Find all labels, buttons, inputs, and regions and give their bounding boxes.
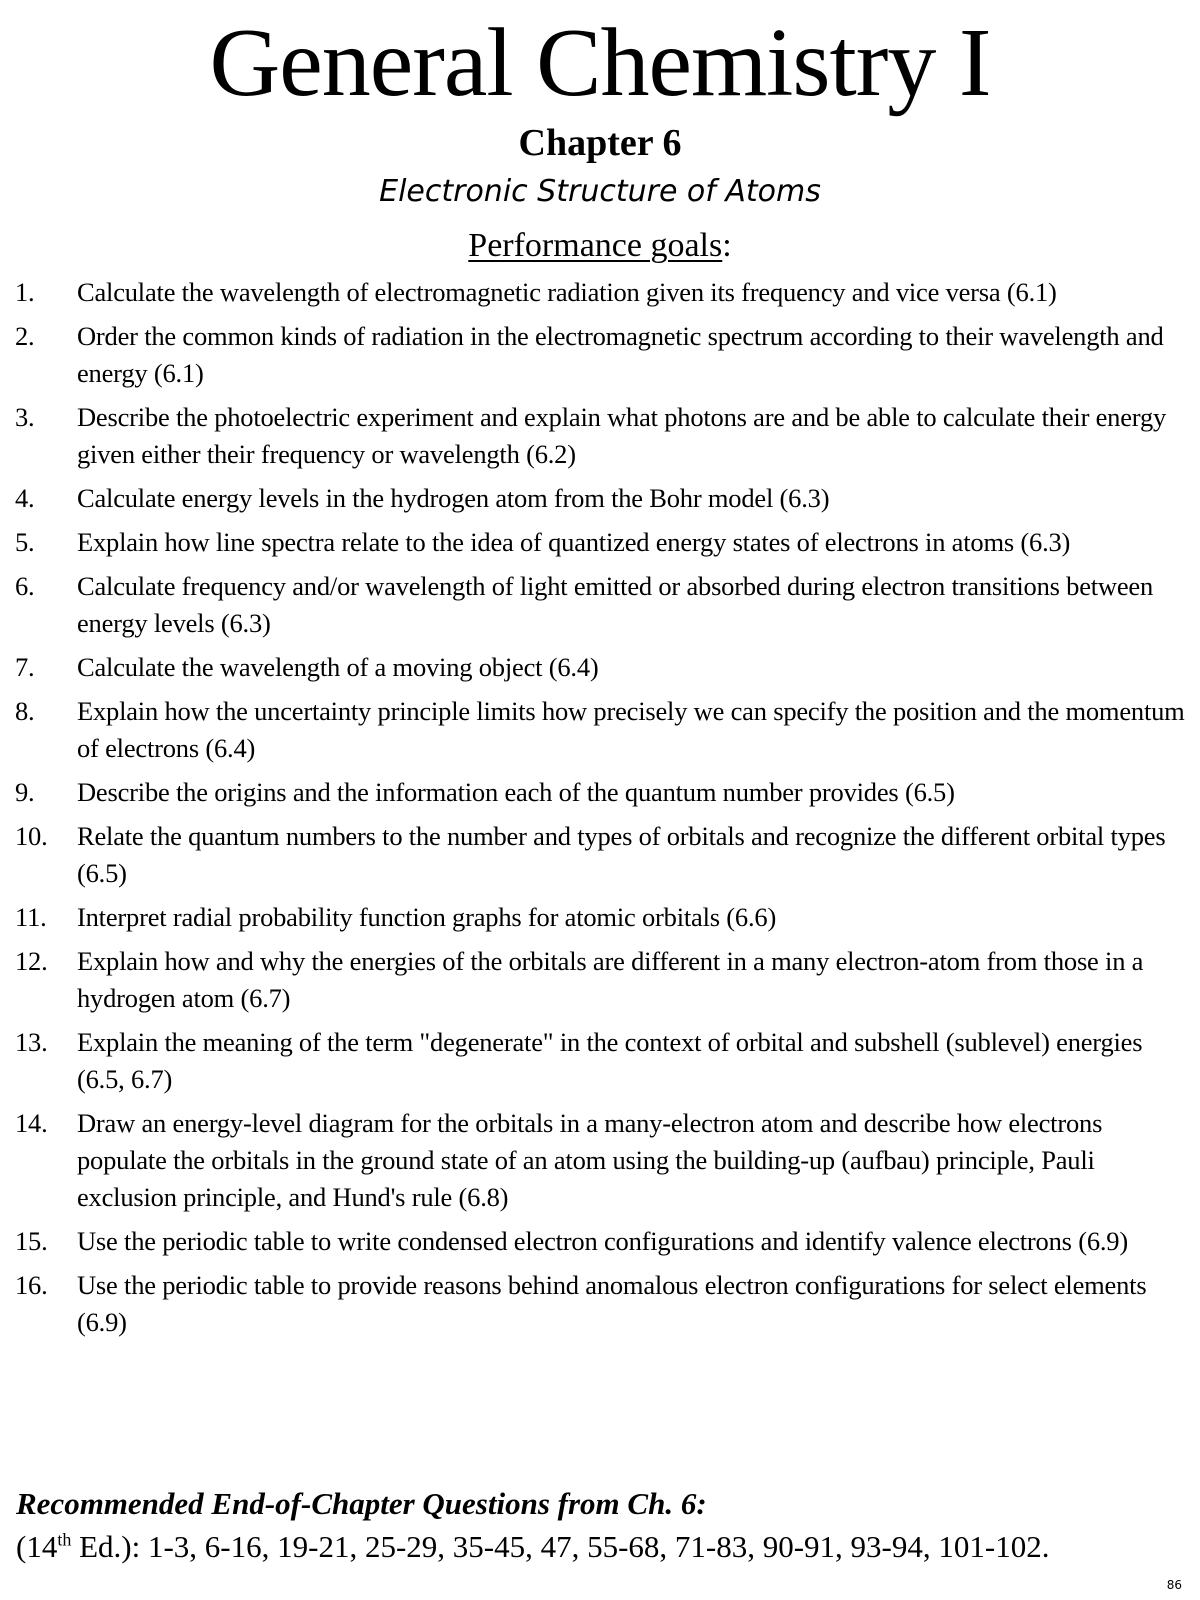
goal-number: 8.	[15, 696, 35, 726]
goal-item	[0, 318, 1195, 392]
goal-item	[0, 943, 1195, 1017]
page-number: 86	[1166, 1578, 1182, 1592]
goal-text: Explain the meaning of the term "degenerate" in the context of orbital and subshell (sublevel) energies (6.5, 6.7)	[77, 1027, 1143, 1094]
recommended-questions-text	[16, 1528, 1200, 1566]
goal-text: Relate the quantum numbers to the number and types of orbitals and recognize the different orbital types (6.5)	[77, 821, 1166, 888]
goal-text: Order the common kinds of radiation in the electromagnetic spectrum according to their wavelength and energy (6.1)	[77, 321, 1164, 388]
goal-item	[0, 1105, 1195, 1216]
goal-text: Use the periodic table to write condensed electron configurations and identify valence electrons (6.9)	[77, 1226, 1128, 1256]
chapter-subtitle: Electronic Structure of Atoms	[379, 174, 821, 209]
question-numbers: 1-3, 6-16, 19-21, 25-29, 35-45, 47, 55-68, 71-83, 90-91, 93-94, 101-102.	[140, 1529, 1050, 1564]
goal-number: 10.	[15, 821, 48, 851]
goal-item	[0, 693, 1195, 767]
goal-item	[0, 399, 1195, 473]
goal-number: 14.	[15, 1108, 48, 1138]
goal-text: Calculate frequency and/or wavelength of light emitted or absorbed during electron transitions between energy levels (6.3)	[77, 571, 1154, 638]
chapter-heading: Chapter 6	[518, 122, 682, 164]
goal-item	[0, 818, 1195, 892]
goal-text: Explain how and why the energies of the orbitals are different in a many electron-atom from those in a hydrogen atom (6.7)	[77, 946, 1144, 1013]
goal-number: 2.	[15, 321, 35, 351]
goal-item	[0, 899, 1195, 936]
goal-text: Explain how line spectra relate to the idea of quantized energy states of electrons in atoms (6.3)	[77, 527, 1071, 557]
goal-number: 15.	[15, 1226, 48, 1256]
goal-item	[0, 524, 1195, 561]
goal-number: 9.	[15, 777, 35, 807]
performance-goals-colon: :	[722, 227, 732, 264]
goal-text: Describe the origins and the information each of the quantum number provides (6.5)	[77, 777, 955, 807]
goal-number: 11.	[15, 902, 47, 932]
goal-item	[0, 1024, 1195, 1098]
goal-text: Explain how the uncertainty principle limits how precisely we can specify the position and the momentum of electrons (6.4)	[77, 696, 1185, 763]
goal-number: 16.	[15, 1270, 48, 1300]
performance-goals-label: Performance goals	[468, 227, 723, 264]
goal-number: 6.	[15, 571, 35, 601]
goal-text: Describe the photoelectric experiment and explain what photons are and be able to calculate their energy given either their frequency or wavelength (6.2)	[77, 402, 1167, 469]
goal-number: 1.	[15, 277, 35, 307]
edition-superscript: th	[57, 1529, 72, 1550]
goal-number: 3.	[15, 402, 35, 432]
goal-text: Use the periodic table to provide reasons behind anomalous electron configurations for select elements (6.9)	[77, 1270, 1147, 1337]
goal-item	[0, 568, 1195, 642]
goal-number: 13.	[15, 1027, 48, 1057]
goal-number: 5.	[15, 527, 35, 557]
document-title: General Chemistry I	[209, 9, 991, 117]
goal-item	[0, 1223, 1195, 1260]
goal-number: 4.	[15, 483, 35, 513]
goal-item	[0, 649, 1195, 686]
edition-close: Ed.):	[71, 1529, 141, 1564]
goal-item	[0, 774, 1195, 811]
performance-goals-heading	[0, 224, 1200, 268]
edition-open: (14	[16, 1529, 58, 1564]
performance-goals-list	[0, 274, 1195, 1348]
goal-text: Draw an energy-level diagram for the orbitals in a many-electron atom and describe how electrons populate the orbitals in the ground state of an atom using the building-up (aufbau) principle, Pauli exclusion principle, and Hund's rule (6.8)	[77, 1108, 1103, 1212]
goal-text: Calculate the wavelength of a moving object (6.4)	[77, 652, 599, 682]
goal-item	[0, 274, 1195, 311]
goal-number: 12.	[15, 946, 48, 976]
recommended-questions-heading: Recommended End-of-Chapter Questions from Ch. 6:	[16, 1486, 707, 1521]
goal-text: Interpret radial probability function graphs for atomic orbitals (6.6)	[77, 902, 777, 932]
goal-text: Calculate energy levels in the hydrogen atom from the Bohr model (6.3)	[77, 483, 830, 513]
goal-item	[0, 1267, 1195, 1341]
goal-number: 7.	[15, 652, 35, 682]
goal-item	[0, 480, 1195, 517]
goal-text: Calculate the wavelength of electromagnetic radiation given its frequency and vice versa (6.1)	[77, 277, 1057, 307]
